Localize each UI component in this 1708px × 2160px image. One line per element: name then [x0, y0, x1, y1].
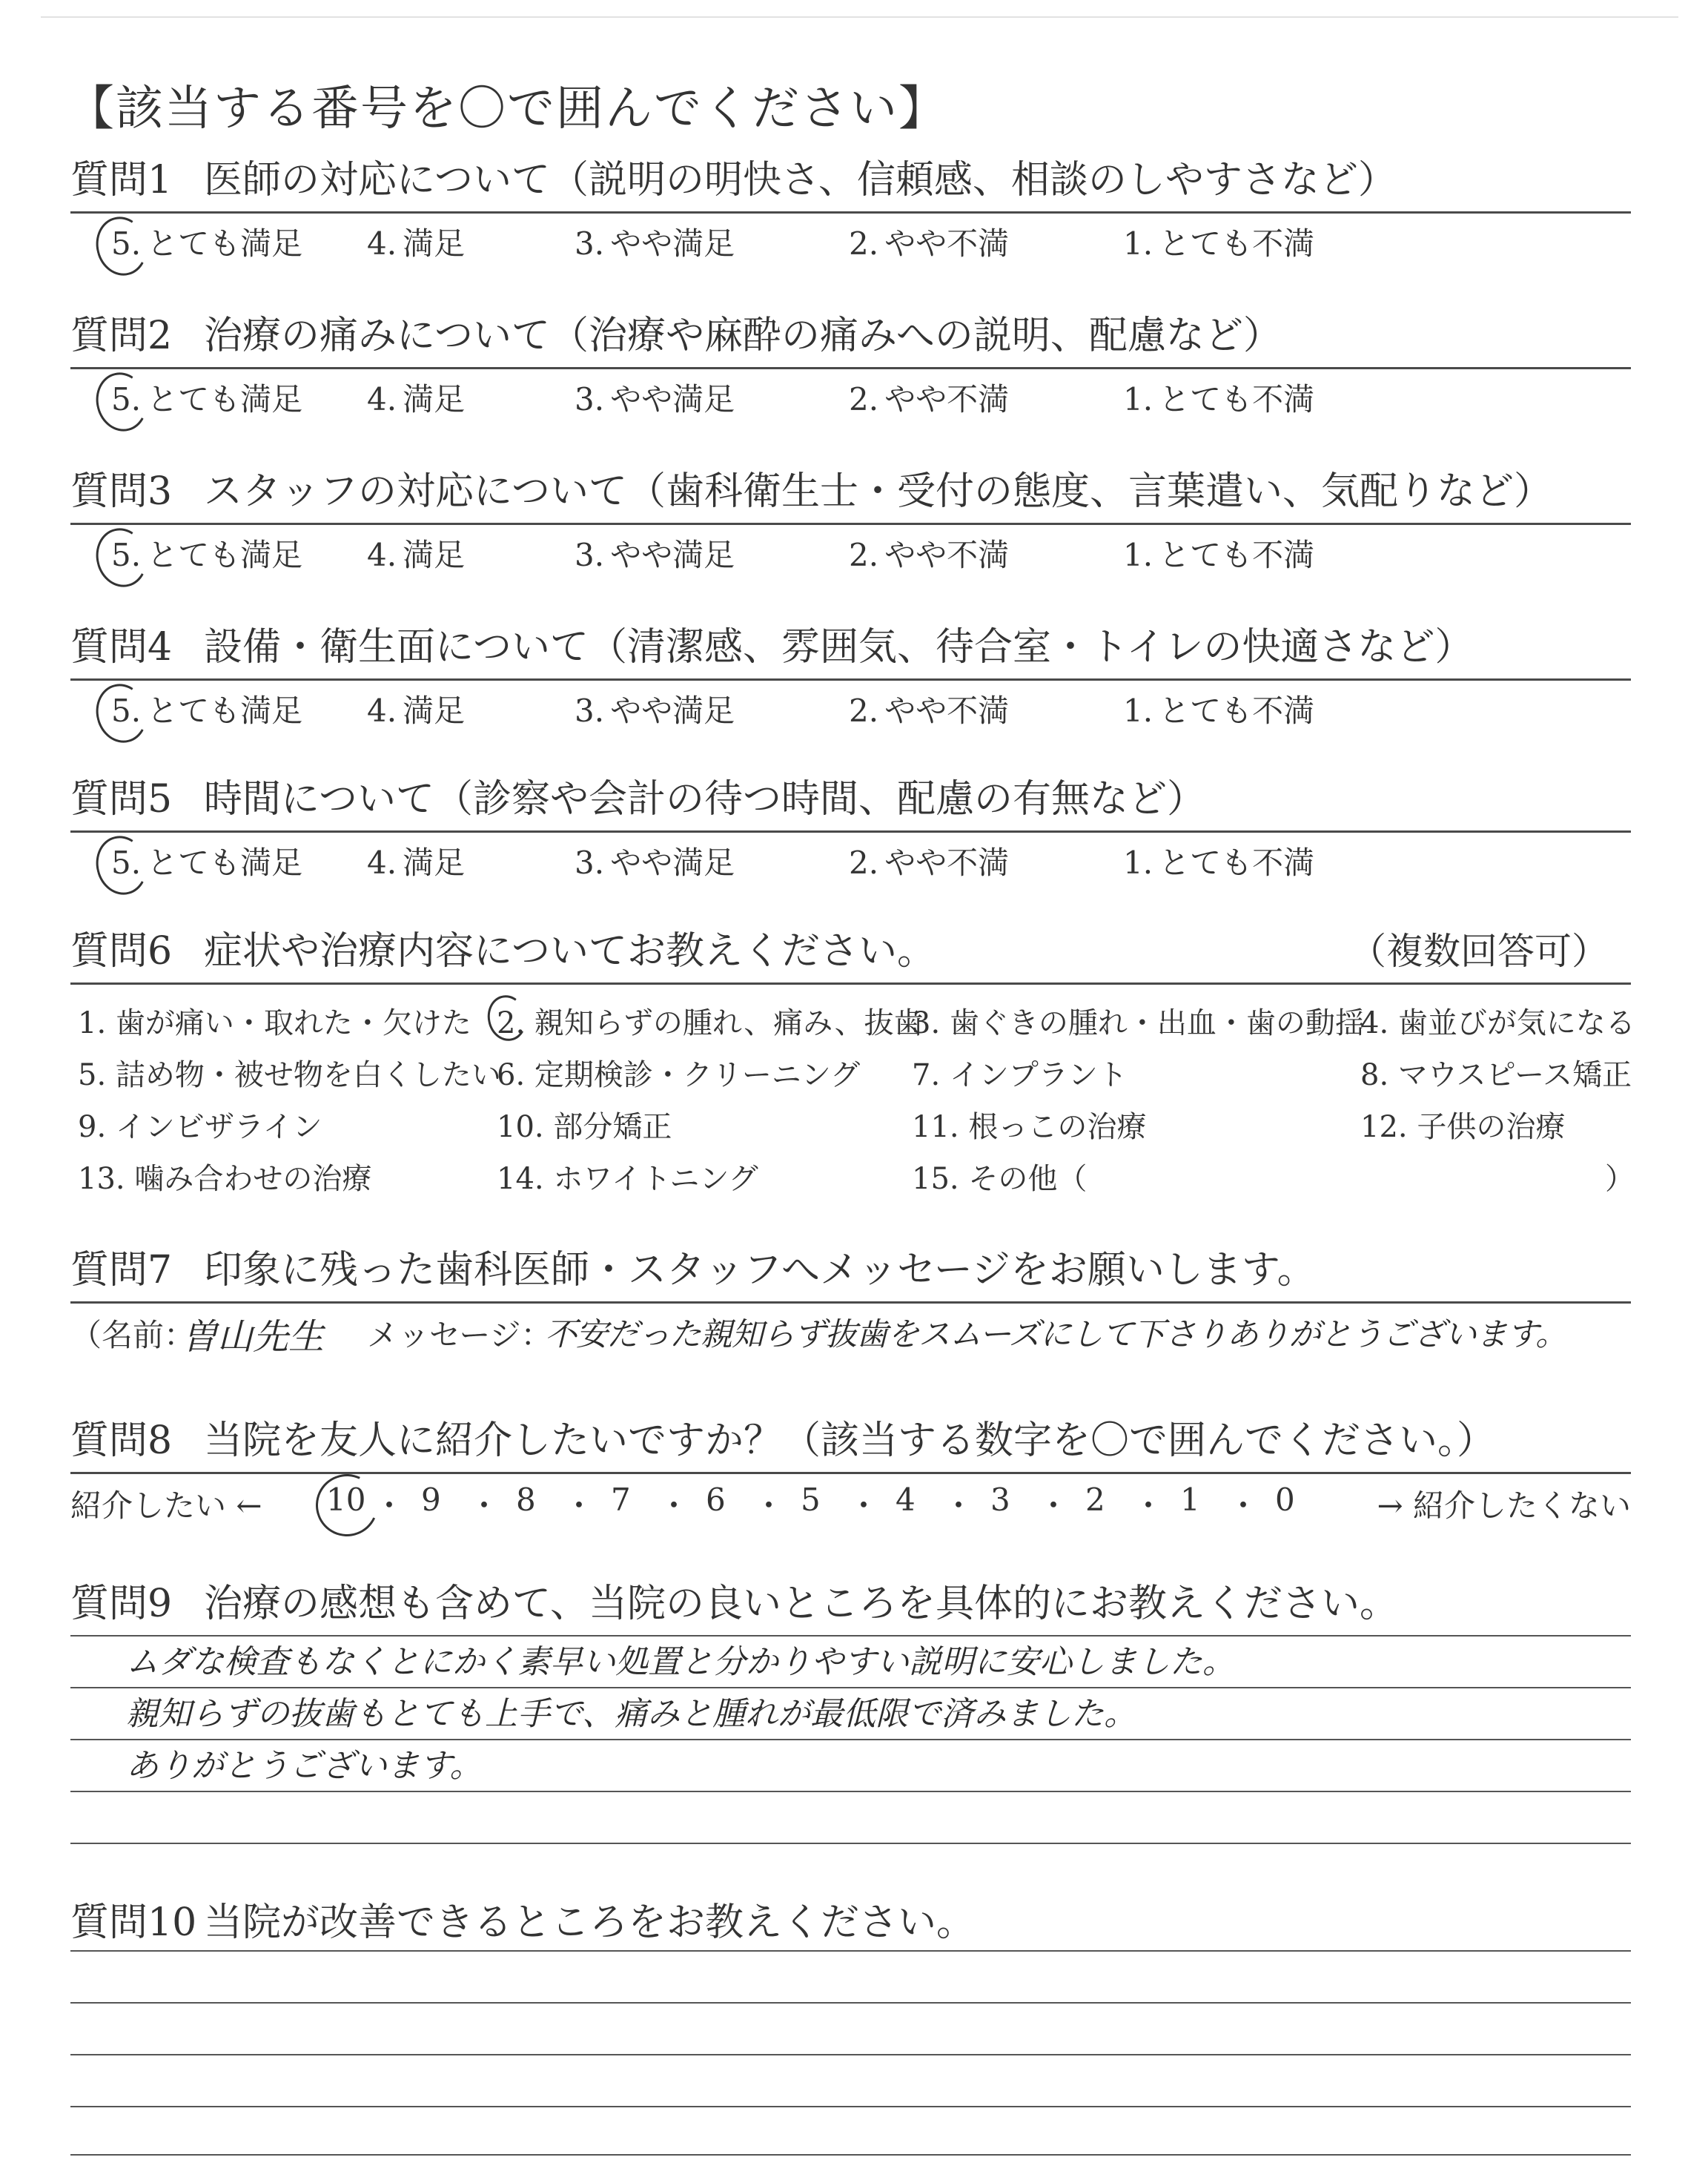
rating-option[interactable]: 5. とても満足: [111, 687, 302, 731]
scale-separator: ・: [469, 1487, 500, 1524]
symptom-options: [70, 985, 1635, 1200]
question-text: 治療の痛みについて（治療や麻酔の痛みへの説明、配慮など）: [204, 314, 1282, 358]
answer-handwritten-line-2[interactable]: 親知らずの抜歯もとても上手で、痛みと腫れが最低限で済みました。: [126, 1695, 1137, 1733]
symptom-option[interactable]: 10. 部分矯正: [497, 1110, 672, 1144]
question-number: 質問3: [70, 469, 173, 514]
rating-option[interactable]: 1. とても不満: [1123, 225, 1315, 262]
rating-option[interactable]: 1. とても不満: [1123, 693, 1315, 729]
symptom-option[interactable]: 13. 噛み合わせの治療: [78, 1162, 372, 1196]
scale-value[interactable]: 3: [990, 1482, 1010, 1518]
rating-option[interactable]: 5. とても満足: [111, 839, 302, 883]
rating-option[interactable]: 1. とても不満: [1123, 381, 1315, 417]
question-number: 質問1: [70, 158, 173, 202]
scale-separator: ・: [1228, 1487, 1260, 1524]
scale-separator: ・: [943, 1487, 975, 1524]
rating-option[interactable]: 3. やや満足: [575, 845, 735, 881]
question-number: 質問7: [70, 1248, 173, 1292]
rating-options: [70, 214, 1631, 273]
answer-line: [70, 2154, 1631, 2156]
rating-option[interactable]: 4. 満足: [367, 845, 466, 881]
scale-separator: ・: [658, 1487, 690, 1524]
question-text: 医師の対応について（説明の明快さ、信頼感、相談のしやすさなど）: [204, 158, 1397, 202]
symptom-option[interactable]: 6. 定期検診・クリーニング: [497, 1058, 861, 1092]
answer-handwritten-line-3[interactable]: ありがとうございます。: [126, 1747, 483, 1785]
scan-top-edge: [41, 16, 1678, 18]
question-10: [70, 1887, 1631, 1954]
question-2: [70, 300, 1631, 429]
rating-option[interactable]: 3. やや満足: [575, 381, 735, 417]
scale-value[interactable]: 9: [421, 1482, 441, 1518]
selection-circle: [90, 367, 153, 437]
symptom-option[interactable]: 11. 根っこの治療: [912, 1110, 1147, 1144]
doctor-name-handwritten[interactable]: 曽山先生: [182, 1316, 325, 1358]
rating-option[interactable]: 4. 満足: [367, 693, 466, 729]
scale-separator: ・: [374, 1487, 406, 1524]
selection-circle: [90, 523, 153, 592]
scale-value[interactable]: 6: [706, 1482, 726, 1518]
rating-option[interactable]: 2. やや不満: [849, 845, 1010, 881]
question-text: 症状や治療内容についてお教えください。: [204, 929, 936, 974]
question-7: [70, 1235, 1631, 1363]
symptom-option-selected[interactable]: 2. 親知らずの腫れ、痛み、抜歯: [497, 1000, 924, 1042]
question-number: 質問9: [70, 1582, 173, 1626]
question-text: 当院を友人に紹介したいですか？（該当する数字を〇で囲んでください。）: [204, 1418, 1496, 1463]
question-number: 質問8: [70, 1418, 173, 1463]
rating-option[interactable]: 1. とても不満: [1123, 537, 1315, 573]
selection-circle: [90, 211, 153, 281]
answer-line: [70, 1950, 1631, 1952]
question-text: 印象に残った歯科医師・スタッフへメッセージをお願いします。: [204, 1248, 1316, 1292]
message-label: メッセージ：: [367, 1317, 552, 1353]
question-3: [70, 456, 1631, 584]
other-close-paren: ）: [1605, 1162, 1635, 1196]
question-text: スタッフの対応について（歯科衛生士・受付の態度、言葉遣い、気配りなど）: [204, 469, 1552, 514]
sheet-title: 【該当する番号を〇で囲んでください】: [67, 82, 947, 136]
scale-separator: ・: [1133, 1487, 1165, 1524]
symptom-option[interactable]: 1. 歯が痛い・取れた・欠けた: [78, 1006, 471, 1040]
symptom-option[interactable]: 5. 詰め物・被せ物を白くしたい: [78, 1058, 501, 1092]
message-handwritten[interactable]: 不安だった親知らず抜歯をスムーズにして下さりありがとうございます。: [545, 1316, 1567, 1353]
scale-value[interactable]: 10: [326, 1482, 366, 1518]
rating-options: [70, 369, 1631, 429]
rating-option[interactable]: 4. 満足: [367, 381, 466, 417]
scale-value[interactable]: 7: [611, 1482, 631, 1518]
question-number: 質問5: [70, 777, 173, 822]
rating-option[interactable]: 4. 満足: [367, 537, 466, 573]
answer-line: [70, 1791, 1631, 1792]
symptom-option[interactable]: 7. インプラント: [912, 1058, 1128, 1092]
question-number: 質問6: [70, 929, 173, 974]
answer-handwritten-line-1[interactable]: ムダな検査もなくとにかく素早い処置と分かりやすい説明に安心しました。: [126, 1643, 1235, 1681]
rating-option[interactable]: 5. とても満足: [111, 531, 302, 575]
symptom-option[interactable]: 14. ホワイトニング: [497, 1162, 758, 1196]
symptom-option[interactable]: 3. 歯ぐきの腫れ・出血・歯の動揺: [912, 1006, 1365, 1040]
answer-line: [70, 2002, 1631, 2004]
question-number: 質問2: [70, 314, 173, 358]
selection-circle: [90, 678, 153, 748]
symptom-option[interactable]: 12. 子供の治療: [1360, 1110, 1566, 1144]
name-label: （名前：: [70, 1317, 196, 1353]
answer-line: [70, 2054, 1631, 2055]
scale-value[interactable]: 2: [1085, 1482, 1105, 1518]
question-text: 設備・衛生面について（清潔感、雰囲気、待合室・トイレの快適さなど）: [204, 625, 1474, 670]
scale-value[interactable]: 5: [801, 1482, 821, 1518]
rating-option[interactable]: 1. とても不満: [1123, 845, 1315, 881]
question-text: 当院が改善できるところをお教えください。: [204, 1900, 976, 1945]
recommend-label: 紹介したい ←: [70, 1487, 262, 1524]
rating-option[interactable]: 3. やや満足: [575, 693, 735, 729]
answer-line: [70, 1843, 1631, 1844]
rating-options: [70, 681, 1631, 740]
question-5: [70, 764, 1631, 892]
selection-circle: [90, 830, 153, 900]
question-number: 質問10: [70, 1900, 197, 1945]
question-text: 治療の感想も含めて、当院の良いところを具体的にお教えください。: [204, 1582, 1398, 1626]
question-6: [70, 916, 1635, 1200]
rating-option[interactable]: 2. やや不満: [849, 225, 1010, 262]
question-9: [70, 1568, 1631, 1635]
answer-line: [70, 2106, 1631, 2107]
scale-separator: ・: [753, 1487, 785, 1524]
scale-value[interactable]: 1: [1180, 1482, 1200, 1518]
scale-value[interactable]: 8: [516, 1482, 536, 1518]
symptom-option[interactable]: 4. 歯並びが気になる: [1360, 1006, 1635, 1040]
rating-option[interactable]: 5. とても満足: [111, 375, 302, 420]
question-number: 質問4: [70, 625, 173, 670]
scale-value[interactable]: 4: [896, 1482, 916, 1518]
scale-separator: ・: [563, 1487, 595, 1524]
question-4: [70, 612, 1631, 740]
question-8: [70, 1405, 1631, 1533]
rating-option[interactable]: 3. やや満足: [575, 225, 735, 262]
rating-option[interactable]: 4. 満足: [367, 225, 466, 262]
symptom-option-other[interactable]: 15. その他（: [912, 1162, 1088, 1196]
rating-option[interactable]: 2. やや不満: [849, 381, 1010, 417]
symptom-option[interactable]: 8. マウスピース矯正: [1360, 1058, 1632, 1092]
rating-options: [70, 833, 1631, 892]
question-1: [70, 145, 1631, 273]
scale-value[interactable]: 0: [1275, 1482, 1295, 1518]
multiple-answer-note: （複数回答可）: [1349, 930, 1609, 973]
rating-option[interactable]: 3. やや満足: [575, 537, 735, 573]
scale-separator: ・: [848, 1487, 880, 1524]
rating-options: [70, 525, 1631, 584]
scale-separator: ・: [1038, 1487, 1070, 1524]
rating-option[interactable]: 2. やや不満: [849, 693, 1010, 729]
rating-option[interactable]: 5. とても満足: [111, 219, 302, 264]
question-text: 時間について（診察や会計の待つ時間、配慮の有無など）: [204, 777, 1205, 822]
not-recommend-label: → 紹介したくない: [1377, 1487, 1631, 1524]
symptom-option[interactable]: 9. インビザライン: [78, 1110, 322, 1144]
rating-option[interactable]: 2. やや不満: [849, 537, 1010, 573]
